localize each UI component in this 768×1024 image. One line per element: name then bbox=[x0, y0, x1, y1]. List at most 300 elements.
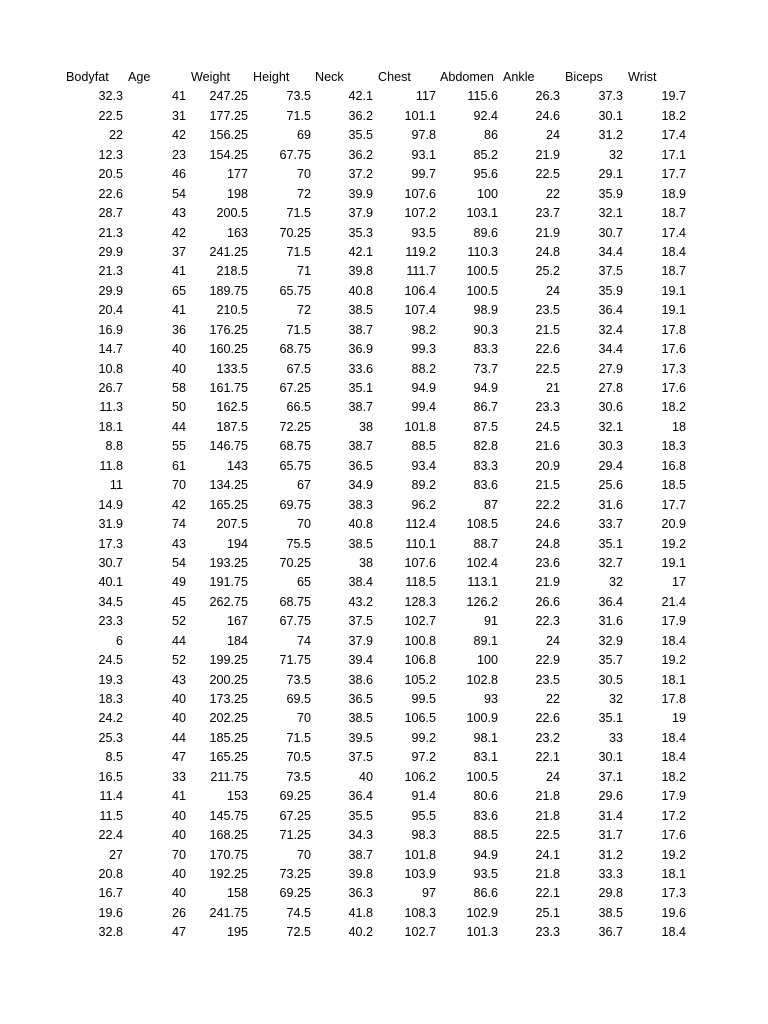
cell-age: 61 bbox=[171, 458, 186, 473]
cell-neck: 40.2 bbox=[348, 925, 373, 940]
header-wrist: Wrist bbox=[628, 70, 657, 84]
cell-bodyfat: 16.9 bbox=[98, 322, 123, 337]
cell-abdomen: 94.9 bbox=[473, 847, 498, 862]
cell-neck: 42.1 bbox=[348, 89, 373, 104]
cell-wrist: 18.4 bbox=[661, 750, 686, 765]
cell-bodyfat: 11 bbox=[109, 478, 123, 493]
table-row bbox=[0, 846, 768, 865]
table-row bbox=[0, 282, 768, 301]
table-row bbox=[0, 457, 768, 476]
cell-chest: 107.4 bbox=[404, 303, 436, 318]
cell-biceps: 29.1 bbox=[598, 167, 623, 182]
cell-bodyfat: 22.6 bbox=[98, 186, 123, 201]
cell-age: 41 bbox=[171, 789, 186, 804]
cell-bodyfat: 31.9 bbox=[98, 517, 123, 532]
cell-bodyfat: 24.5 bbox=[98, 653, 123, 668]
cell-biceps: 30.6 bbox=[598, 400, 623, 415]
cell-height: 68.75 bbox=[279, 594, 311, 609]
cell-ankle: 24.6 bbox=[535, 108, 560, 123]
cell-neck: 37.9 bbox=[348, 633, 373, 648]
cell-biceps: 33 bbox=[608, 730, 623, 745]
cell-height: 71.5 bbox=[286, 322, 311, 337]
cell-chest: 106.5 bbox=[404, 711, 436, 726]
cell-neck: 38.7 bbox=[348, 400, 373, 415]
cell-wrist: 18.4 bbox=[661, 633, 686, 648]
cell-age: 40 bbox=[171, 808, 186, 823]
cell-height: 70 bbox=[296, 711, 311, 726]
cell-wrist: 19.1 bbox=[661, 283, 686, 298]
cell-chest: 101.1 bbox=[404, 108, 436, 123]
table-row bbox=[0, 612, 768, 631]
cell-weight: 194 bbox=[226, 536, 248, 551]
cell-neck: 38 bbox=[358, 555, 373, 570]
cell-biceps: 27.8 bbox=[598, 381, 623, 395]
cell-wrist: 17 bbox=[671, 575, 686, 590]
cell-neck: 35.5 bbox=[348, 808, 373, 823]
cell-ankle: 21.8 bbox=[535, 789, 560, 804]
cell-biceps: 32.4 bbox=[598, 322, 623, 337]
cell-weight: 189.75 bbox=[209, 283, 248, 298]
cell-weight: 200.5 bbox=[216, 206, 248, 221]
table-row bbox=[0, 593, 768, 612]
cell-bodyfat: 16.7 bbox=[98, 886, 123, 901]
cell-height: 65.75 bbox=[279, 458, 311, 473]
cell-height: 73.25 bbox=[279, 866, 311, 881]
table-row bbox=[0, 904, 768, 923]
cell-biceps: 32 bbox=[608, 147, 623, 162]
cell-biceps: 33.3 bbox=[598, 866, 623, 881]
cell-biceps: 31.6 bbox=[598, 497, 623, 512]
cell-biceps: 30.1 bbox=[598, 750, 623, 765]
cell-ankle: 21.5 bbox=[535, 478, 560, 493]
cell-ankle: 22.6 bbox=[535, 342, 560, 357]
cell-abdomen: 91 bbox=[483, 614, 498, 629]
table-body bbox=[0, 87, 768, 942]
cell-chest: 106.2 bbox=[404, 769, 436, 784]
cell-age: 41 bbox=[171, 264, 186, 279]
cell-bodyfat: 19.6 bbox=[98, 905, 123, 920]
cell-abdomen: 103.1 bbox=[466, 206, 498, 221]
cell-wrist: 19.2 bbox=[661, 847, 686, 862]
cell-chest: 91.4 bbox=[411, 789, 436, 804]
cell-weight: 143 bbox=[226, 458, 248, 473]
cell-biceps: 36.7 bbox=[598, 925, 623, 940]
cell-ankle: 22.6 bbox=[535, 711, 560, 726]
cell-abdomen: 90.3 bbox=[473, 322, 498, 337]
cell-neck: 38 bbox=[358, 419, 373, 434]
cell-ankle: 24 bbox=[545, 128, 560, 143]
cell-ankle: 21.9 bbox=[535, 147, 560, 162]
cell-ankle: 22.5 bbox=[535, 361, 560, 376]
cell-bodyfat: 28.7 bbox=[98, 206, 123, 221]
cell-age: 54 bbox=[171, 555, 186, 570]
cell-abdomen: 108.5 bbox=[466, 517, 498, 532]
cell-weight: 165.25 bbox=[209, 750, 248, 765]
cell-bodyfat: 20.4 bbox=[98, 303, 123, 318]
cell-bodyfat: 18.3 bbox=[98, 692, 123, 706]
cell-bodyfat: 21.3 bbox=[98, 264, 123, 279]
cell-height: 67.5 bbox=[286, 361, 311, 376]
cell-bodyfat: 22 bbox=[108, 128, 123, 143]
cell-height: 71 bbox=[296, 264, 311, 279]
cell-ankle: 24.8 bbox=[535, 536, 560, 551]
cell-age: 40 bbox=[171, 886, 186, 901]
cell-ankle: 24.6 bbox=[535, 517, 560, 532]
cell-age: 40 bbox=[171, 828, 186, 843]
cell-weight: 191.75 bbox=[209, 575, 248, 590]
cell-height: 70.25 bbox=[279, 225, 311, 240]
cell-height: 67.75 bbox=[279, 614, 311, 629]
cell-biceps: 31.2 bbox=[598, 128, 623, 143]
cell-ankle: 24 bbox=[545, 633, 560, 648]
cell-wrist: 17.6 bbox=[661, 342, 686, 357]
cell-age: 40 bbox=[171, 342, 186, 357]
header-height: Height bbox=[253, 70, 290, 84]
cell-age: 46 bbox=[171, 167, 186, 182]
cell-neck: 39.9 bbox=[348, 186, 373, 201]
cell-abdomen: 88.5 bbox=[473, 828, 498, 843]
cell-wrist: 17.4 bbox=[661, 225, 686, 240]
cell-weight: 177.25 bbox=[209, 108, 248, 123]
cell-wrist: 19 bbox=[671, 711, 686, 726]
cell-neck: 39.8 bbox=[348, 264, 373, 279]
cell-bodyfat: 8.8 bbox=[105, 439, 123, 454]
cell-wrist: 17.3 bbox=[661, 886, 686, 901]
table-row bbox=[0, 923, 768, 942]
cell-weight: 177 bbox=[226, 167, 248, 182]
cell-bodyfat: 10.8 bbox=[98, 361, 123, 376]
cell-wrist: 18 bbox=[671, 419, 686, 434]
cell-chest: 89.2 bbox=[411, 478, 436, 493]
cell-weight: 210.5 bbox=[216, 303, 248, 318]
cell-ankle: 21.8 bbox=[535, 866, 560, 881]
cell-bodyfat: 12.3 bbox=[98, 147, 123, 162]
table-row bbox=[0, 360, 768, 379]
cell-ankle: 25.1 bbox=[535, 905, 560, 920]
cell-chest: 110.1 bbox=[405, 536, 436, 551]
cell-neck: 36.9 bbox=[348, 342, 373, 357]
table-row bbox=[0, 126, 768, 145]
cell-wrist: 17.4 bbox=[661, 128, 686, 143]
cell-abdomen: 86 bbox=[483, 128, 498, 143]
cell-chest: 112.4 bbox=[405, 517, 436, 532]
cell-age: 58 bbox=[171, 381, 186, 395]
cell-abdomen: 80.6 bbox=[473, 789, 498, 804]
cell-wrist: 16.8 bbox=[661, 458, 686, 473]
cell-weight: 146.75 bbox=[209, 439, 248, 454]
cell-height: 70.25 bbox=[279, 555, 311, 570]
cell-bodyfat: 40.1 bbox=[98, 575, 123, 590]
cell-neck: 38.7 bbox=[348, 322, 373, 337]
cell-wrist: 19.7 bbox=[661, 89, 686, 104]
cell-chest: 97.8 bbox=[411, 128, 436, 143]
cell-biceps: 34.4 bbox=[598, 342, 623, 357]
cell-height: 70 bbox=[296, 517, 311, 532]
cell-chest: 107.2 bbox=[404, 206, 436, 221]
cell-wrist: 18.2 bbox=[661, 108, 686, 123]
cell-bodyfat: 26.7 bbox=[98, 381, 123, 395]
cell-biceps: 38.5 bbox=[598, 905, 623, 920]
cell-height: 68.75 bbox=[279, 439, 311, 454]
cell-bodyfat: 11.4 bbox=[99, 789, 123, 804]
cell-bodyfat: 17.3 bbox=[98, 536, 123, 551]
cell-age: 70 bbox=[171, 478, 186, 493]
cell-height: 71.5 bbox=[286, 244, 311, 259]
cell-chest: 107.6 bbox=[404, 555, 436, 570]
cell-biceps: 30.7 bbox=[598, 225, 623, 240]
table-row bbox=[0, 496, 768, 515]
cell-wrist: 19.1 bbox=[661, 303, 686, 318]
cell-abdomen: 89.1 bbox=[473, 633, 498, 648]
cell-biceps: 35.7 bbox=[598, 653, 623, 668]
cell-neck: 38.3 bbox=[348, 497, 373, 512]
cell-height: 65.75 bbox=[279, 283, 311, 298]
cell-height: 72 bbox=[296, 186, 311, 201]
cell-chest: 98.2 bbox=[411, 322, 436, 337]
cell-wrist: 17.7 bbox=[661, 497, 686, 512]
cell-abdomen: 95.6 bbox=[473, 167, 498, 182]
cell-biceps: 36.4 bbox=[598, 594, 623, 609]
cell-ankle: 22.1 bbox=[535, 886, 560, 901]
cell-abdomen: 100.9 bbox=[466, 711, 498, 726]
cell-biceps: 32.7 bbox=[598, 555, 623, 570]
cell-age: 47 bbox=[171, 925, 186, 940]
cell-age: 42 bbox=[171, 128, 186, 143]
header-bodyfat: Bodyfat bbox=[66, 70, 109, 84]
cell-bodyfat: 30.7 bbox=[98, 555, 123, 570]
cell-age: 40 bbox=[171, 692, 186, 706]
cell-chest: 108.3 bbox=[404, 905, 436, 920]
cell-height: 71.5 bbox=[286, 108, 311, 123]
cell-neck: 38.7 bbox=[348, 847, 373, 862]
cell-ankle: 23.2 bbox=[535, 730, 560, 745]
cell-chest: 118.5 bbox=[405, 575, 436, 590]
cell-bodyfat: 29.9 bbox=[98, 244, 123, 259]
cell-age: 41 bbox=[171, 89, 186, 104]
cell-abdomen: 100 bbox=[476, 653, 498, 668]
cell-neck: 38.4 bbox=[348, 575, 373, 590]
cell-wrist: 17.2 bbox=[661, 808, 686, 823]
cell-bodyfat: 11.8 bbox=[99, 458, 123, 473]
cell-age: 42 bbox=[171, 225, 186, 240]
cell-weight: 156.25 bbox=[209, 128, 248, 143]
cell-biceps: 37.1 bbox=[598, 769, 623, 784]
table-row bbox=[0, 768, 768, 787]
cell-height: 73.5 bbox=[286, 769, 311, 784]
cell-height: 72 bbox=[296, 303, 311, 318]
cell-abdomen: 87 bbox=[483, 497, 498, 512]
cell-ankle: 23.5 bbox=[535, 303, 560, 318]
cell-chest: 98.3 bbox=[411, 828, 436, 843]
table-row bbox=[0, 515, 768, 534]
cell-wrist: 18.3 bbox=[661, 439, 686, 454]
cell-age: 33 bbox=[171, 769, 186, 784]
table-row bbox=[0, 787, 768, 806]
cell-ankle: 21.9 bbox=[535, 225, 560, 240]
cell-weight: 195 bbox=[226, 925, 248, 940]
cell-height: 69.75 bbox=[279, 497, 311, 512]
cell-chest: 93.5 bbox=[411, 225, 436, 240]
cell-ankle: 23.7 bbox=[535, 206, 560, 221]
cell-wrist: 18.1 bbox=[661, 866, 686, 881]
cell-abdomen: 87.5 bbox=[473, 419, 498, 434]
cell-ankle: 24 bbox=[545, 283, 560, 298]
cell-weight: 193.25 bbox=[209, 555, 248, 570]
cell-height: 71.5 bbox=[286, 730, 311, 745]
cell-neck: 35.1 bbox=[348, 381, 373, 395]
table-row bbox=[0, 573, 768, 592]
cell-chest: 88.5 bbox=[411, 439, 436, 454]
cell-wrist: 17.6 bbox=[661, 381, 686, 395]
cell-neck: 42.1 bbox=[348, 244, 373, 259]
cell-height: 70 bbox=[296, 847, 311, 862]
cell-wrist: 18.1 bbox=[661, 672, 686, 687]
cell-neck: 39.8 bbox=[348, 866, 373, 881]
table-row bbox=[0, 398, 768, 417]
cell-weight: 247.25 bbox=[209, 89, 248, 104]
cell-bodyfat: 32.8 bbox=[98, 925, 123, 940]
cell-chest: 103.9 bbox=[404, 866, 436, 881]
header-biceps: Biceps bbox=[565, 70, 603, 84]
cell-neck: 40 bbox=[358, 769, 373, 784]
cell-height: 73.5 bbox=[286, 89, 311, 104]
cell-height: 71.5 bbox=[286, 206, 311, 221]
cell-weight: 192.25 bbox=[209, 866, 248, 881]
cell-height: 67.25 bbox=[279, 808, 311, 823]
cell-bodyfat: 24.2 bbox=[98, 711, 123, 726]
table-row bbox=[0, 748, 768, 767]
cell-abdomen: 83.1 bbox=[473, 750, 498, 765]
cell-age: 40 bbox=[171, 866, 186, 881]
cell-ankle: 21.5 bbox=[535, 322, 560, 337]
cell-neck: 37.5 bbox=[348, 614, 373, 629]
cell-height: 71.25 bbox=[279, 828, 311, 843]
cell-neck: 36.4 bbox=[348, 789, 373, 804]
cell-neck: 37.5 bbox=[348, 750, 373, 765]
cell-age: 43 bbox=[171, 206, 186, 221]
cell-weight: 184 bbox=[226, 633, 248, 648]
cell-ankle: 24 bbox=[545, 769, 560, 784]
cell-abdomen: 100.5 bbox=[466, 283, 498, 298]
cell-ankle: 24.8 bbox=[535, 244, 560, 259]
cell-bodyfat: 19.3 bbox=[98, 672, 123, 687]
cell-chest: 128.3 bbox=[404, 594, 436, 609]
cell-wrist: 17.1 bbox=[661, 147, 686, 162]
cell-biceps: 29.8 bbox=[598, 886, 623, 901]
cell-chest: 119.2 bbox=[405, 244, 436, 259]
cell-biceps: 31.7 bbox=[598, 828, 623, 843]
cell-weight: 262.75 bbox=[209, 594, 248, 609]
cell-chest: 105.2 bbox=[404, 672, 436, 687]
cell-neck: 35.5 bbox=[348, 128, 373, 143]
cell-age: 65 bbox=[171, 283, 186, 298]
cell-weight: 168.25 bbox=[209, 828, 248, 843]
cell-weight: 185.25 bbox=[209, 730, 248, 745]
cell-bodyfat: 20.8 bbox=[98, 866, 123, 881]
cell-abdomen: 83.6 bbox=[473, 478, 498, 493]
cell-weight: 153 bbox=[226, 789, 248, 804]
cell-wrist: 18.2 bbox=[661, 769, 686, 784]
cell-age: 31 bbox=[171, 108, 186, 123]
cell-wrist: 18.7 bbox=[661, 206, 686, 221]
cell-wrist: 18.4 bbox=[661, 925, 686, 940]
cell-biceps: 32 bbox=[608, 692, 623, 706]
cell-ankle: 22.5 bbox=[535, 828, 560, 843]
table-row bbox=[0, 204, 768, 223]
cell-weight: 202.25 bbox=[209, 711, 248, 726]
cell-abdomen: 115.6 bbox=[467, 89, 498, 104]
cell-biceps: 37.5 bbox=[598, 264, 623, 279]
table-row bbox=[0, 107, 768, 126]
cell-age: 37 bbox=[171, 244, 186, 259]
cell-ankle: 23.3 bbox=[535, 925, 560, 940]
cell-height: 73.5 bbox=[286, 672, 311, 687]
cell-biceps: 35.1 bbox=[598, 536, 623, 551]
cell-age: 55 bbox=[171, 439, 186, 454]
cell-height: 67 bbox=[296, 478, 311, 493]
cell-chest: 107.6 bbox=[404, 186, 436, 201]
cell-age: 47 bbox=[171, 750, 186, 765]
cell-wrist: 17.8 bbox=[661, 322, 686, 337]
cell-biceps: 31.2 bbox=[598, 847, 623, 862]
cell-age: 43 bbox=[171, 536, 186, 551]
cell-neck: 36.5 bbox=[348, 458, 373, 473]
cell-chest: 99.4 bbox=[411, 400, 436, 415]
cell-age: 40 bbox=[171, 361, 186, 376]
cell-neck: 36.2 bbox=[348, 147, 373, 162]
cell-biceps: 35.1 bbox=[598, 711, 623, 726]
cell-ankle: 26.6 bbox=[535, 594, 560, 609]
cell-abdomen: 85.2 bbox=[473, 147, 498, 162]
cell-height: 68.75 bbox=[279, 342, 311, 357]
cell-age: 44 bbox=[171, 419, 186, 434]
cell-bodyfat: 18.1 bbox=[98, 419, 123, 434]
table-row bbox=[0, 418, 768, 437]
cell-height: 72.25 bbox=[279, 419, 311, 434]
cell-weight: 134.25 bbox=[209, 478, 248, 493]
cell-chest: 101.8 bbox=[404, 419, 436, 434]
cell-height: 69.25 bbox=[279, 886, 311, 901]
cell-neck: 43.2 bbox=[348, 594, 373, 609]
cell-chest: 117 bbox=[415, 89, 436, 104]
cell-chest: 88.2 bbox=[411, 361, 436, 376]
cell-chest: 99.3 bbox=[411, 342, 436, 357]
cell-biceps: 31.6 bbox=[598, 614, 623, 629]
cell-biceps: 30.3 bbox=[598, 439, 623, 454]
cell-height: 72.5 bbox=[286, 925, 311, 940]
cell-ankle: 21.8 bbox=[535, 808, 560, 823]
cell-ankle: 22.9 bbox=[535, 653, 560, 668]
cell-biceps: 32.1 bbox=[598, 419, 623, 434]
cell-wrist: 17.9 bbox=[661, 789, 686, 804]
cell-weight: 199.25 bbox=[209, 653, 248, 668]
cell-bodyfat: 21.3 bbox=[98, 225, 123, 240]
cell-weight: 207.5 bbox=[216, 517, 248, 532]
table-row bbox=[0, 865, 768, 884]
cell-wrist: 20.9 bbox=[661, 517, 686, 532]
cell-age: 52 bbox=[171, 614, 186, 629]
cell-biceps: 32.9 bbox=[598, 633, 623, 648]
table-row bbox=[0, 709, 768, 728]
cell-neck: 33.6 bbox=[348, 361, 373, 376]
cell-biceps: 35.9 bbox=[598, 186, 623, 201]
cell-weight: 187.5 bbox=[216, 419, 248, 434]
cell-neck: 34.3 bbox=[348, 828, 373, 843]
cell-height: 69.5 bbox=[286, 692, 311, 706]
cell-bodyfat: 25.3 bbox=[98, 730, 123, 745]
cell-weight: 170.75 bbox=[209, 847, 248, 862]
cell-abdomen: 93 bbox=[483, 692, 498, 706]
